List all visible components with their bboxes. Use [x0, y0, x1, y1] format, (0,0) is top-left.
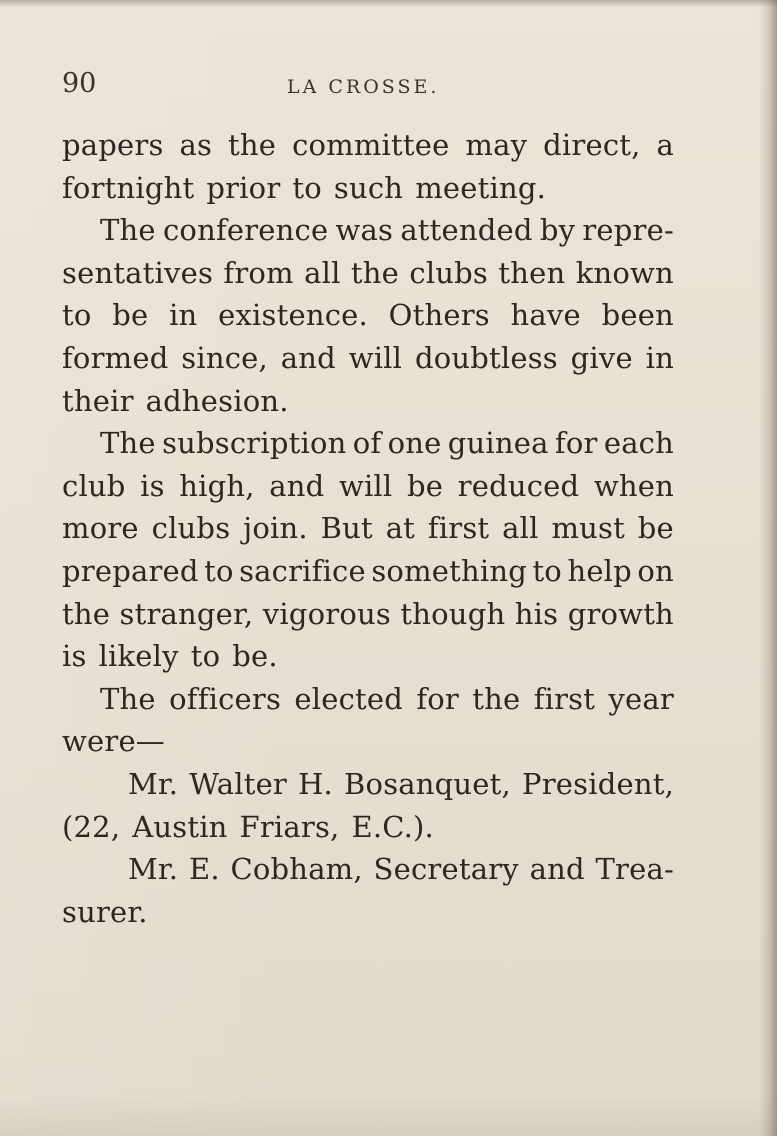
word: join.: [243, 511, 308, 546]
word: is: [140, 468, 165, 503]
word: since,: [181, 340, 268, 375]
word: growth: [567, 596, 674, 631]
word: the: [228, 128, 277, 162]
word: subscription: [162, 426, 347, 461]
word: one: [387, 426, 442, 461]
word: though: [400, 596, 506, 631]
word: from: [223, 255, 294, 290]
word: the: [472, 681, 521, 716]
word: his: [514, 596, 559, 631]
word: conference: [162, 213, 329, 248]
word: year: [608, 681, 674, 716]
text-line: [62, 294, 674, 337]
word: been: [601, 298, 674, 333]
word: to: [532, 553, 562, 588]
word: The: [100, 426, 156, 461]
word: stranger,: [119, 596, 254, 631]
text-line: [62, 550, 674, 593]
word: Trea-: [595, 852, 674, 887]
page-number: 90: [62, 68, 97, 99]
word: to: [292, 170, 322, 205]
word: committee: [292, 128, 450, 162]
word: President,: [522, 766, 674, 801]
word: for: [416, 681, 459, 716]
word: all: [502, 511, 539, 546]
word: to: [204, 553, 234, 588]
text-line: [62, 209, 674, 252]
word: their: [62, 383, 134, 418]
word: Mr.: [128, 852, 179, 887]
page-top-edge: [0, 0, 777, 7]
word: clubs: [151, 511, 231, 546]
word: give: [570, 340, 633, 375]
word: be: [112, 298, 149, 333]
word: all: [304, 255, 341, 290]
text-line: [62, 124, 674, 167]
word: by: [539, 213, 576, 248]
text-line: [62, 720, 674, 763]
word: (22,: [62, 809, 121, 844]
word: likely: [98, 639, 179, 674]
word: clubs: [409, 255, 489, 290]
word: E.C.).: [351, 809, 434, 844]
word: The: [100, 213, 156, 248]
word: meeting.: [415, 170, 546, 205]
text-line: [62, 848, 674, 891]
word: such: [333, 170, 404, 205]
word: was: [335, 213, 394, 248]
text-line: [62, 422, 674, 465]
word: and: [280, 340, 336, 375]
word: But: [320, 511, 373, 546]
word: reduced: [457, 468, 580, 503]
word: something: [371, 553, 527, 588]
text-line: [62, 167, 674, 210]
word: E.: [188, 852, 220, 887]
word: prepared: [62, 553, 199, 588]
text-line: [62, 337, 674, 380]
word: will: [348, 340, 403, 375]
word: each: [603, 426, 674, 461]
word: of: [352, 426, 382, 461]
word: in: [645, 340, 674, 375]
word: Mr.: [128, 766, 179, 801]
word: and: [269, 468, 325, 503]
word: direct,: [543, 128, 641, 162]
word: must: [551, 511, 625, 546]
body-text: [62, 124, 674, 933]
word: fortnight: [62, 170, 195, 205]
word: H.: [298, 766, 333, 801]
text-line: [62, 593, 674, 636]
word: more: [62, 511, 139, 546]
word: adhesion.: [145, 383, 289, 418]
word: be: [406, 468, 444, 503]
word: Austin: [132, 809, 228, 844]
word: vigorous: [262, 596, 391, 631]
word: sacrifice: [239, 553, 366, 588]
word: Others: [388, 298, 490, 333]
word: attended: [400, 213, 533, 248]
word: the: [62, 596, 111, 631]
page-bottom-shadow: [0, 1096, 777, 1136]
word: a: [656, 128, 674, 162]
word: to: [190, 639, 221, 674]
word: may: [465, 128, 528, 162]
word: papers: [62, 128, 164, 162]
word: Walter: [189, 766, 287, 801]
page-spine-shadow: [759, 0, 777, 1136]
text-line: [62, 763, 674, 806]
text-line: [62, 465, 674, 508]
text-line: [62, 252, 674, 295]
word: be: [637, 511, 674, 546]
word: in: [169, 298, 198, 333]
word: club: [62, 468, 126, 503]
word: Secretary: [373, 852, 519, 887]
text-line: [62, 635, 674, 678]
word: first: [533, 681, 596, 716]
word: on: [637, 553, 674, 588]
word: have: [510, 298, 581, 333]
word: when: [593, 468, 674, 503]
text-line: [62, 806, 674, 849]
word: officers: [169, 681, 282, 716]
word: Bosanquet,: [344, 766, 511, 801]
word: is: [62, 639, 87, 674]
word: were—: [62, 724, 166, 759]
word: known: [575, 255, 674, 290]
word: repre-: [582, 213, 674, 248]
running-title: LA CROSSE.: [287, 76, 440, 98]
text-line: [62, 891, 674, 934]
word: Cobham,: [230, 852, 363, 887]
word: for: [554, 426, 598, 461]
text-line: [62, 507, 674, 550]
word: as: [179, 128, 213, 162]
word: formed: [62, 340, 169, 375]
text-line: [62, 380, 674, 423]
word: sentatives: [62, 255, 214, 290]
word: at: [385, 511, 416, 546]
word: guinea: [447, 426, 549, 461]
word: prior: [206, 170, 281, 205]
word: to: [62, 298, 92, 333]
word: surer.: [62, 894, 148, 929]
word: Friars,: [239, 809, 340, 844]
word: high,: [179, 468, 255, 503]
word: the: [350, 255, 400, 290]
word: doubtless: [414, 340, 558, 375]
word: elected: [294, 681, 403, 716]
word: be.: [232, 639, 278, 674]
word: then: [498, 255, 566, 290]
word: help: [567, 553, 632, 588]
text-line: [62, 678, 674, 721]
word: first: [427, 511, 490, 546]
word: The: [100, 681, 156, 716]
word: and: [529, 852, 585, 887]
word: will: [338, 468, 393, 503]
word: existence.: [218, 298, 368, 333]
